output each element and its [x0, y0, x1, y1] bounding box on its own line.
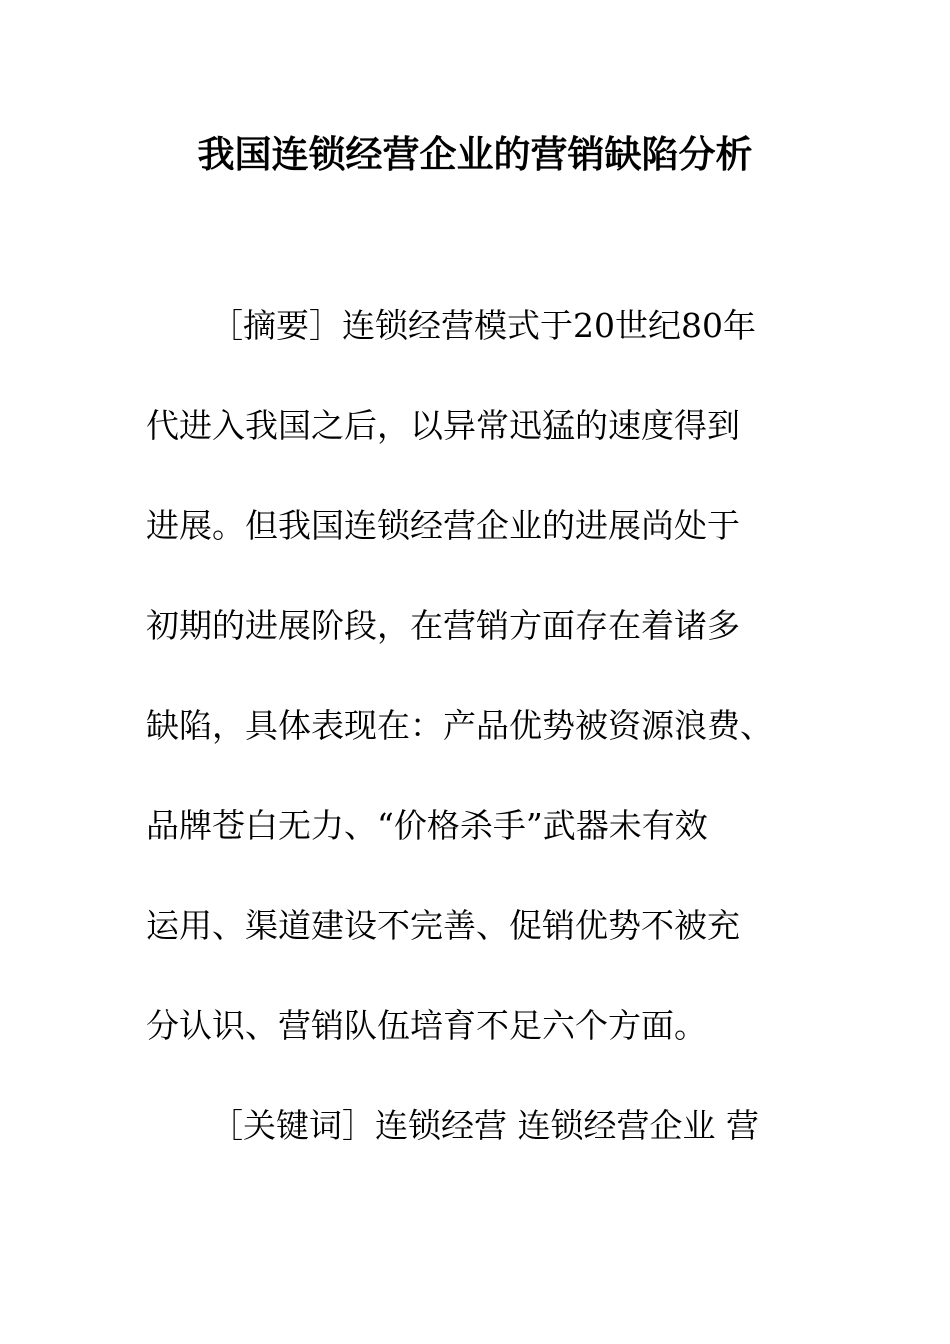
abstract-line-4: 初期的进展阶段，在营销方面存在着诸多	[146, 606, 740, 645]
abstract-line-5: 缺陷，具体表现在：产品优势被资源浪费、	[146, 706, 773, 745]
abstract-line-7: 运用、渠道建设不完善、促销优势不被充	[146, 906, 740, 945]
abstract-line-6: 品牌苍白无力、“价格杀手”武器未有效	[146, 806, 708, 845]
keywords-line: ［关键词］连锁经营 连锁经营企业 营	[210, 1106, 759, 1145]
document-title: 我国连锁经营企业的营销缺陷分析	[197, 132, 753, 176]
abstract-line-1: ［摘要］连锁经营模式于20世纪80年	[210, 306, 756, 345]
abstract-line-3: 进展。但我国连锁经营企业的进展尚处于	[146, 506, 740, 545]
abstract-line-8: 分认识、营销队伍培育不足六个方面。	[146, 1006, 707, 1045]
abstract-line-2: 代进入我国之后，以异常迅猛的速度得到	[146, 406, 740, 445]
